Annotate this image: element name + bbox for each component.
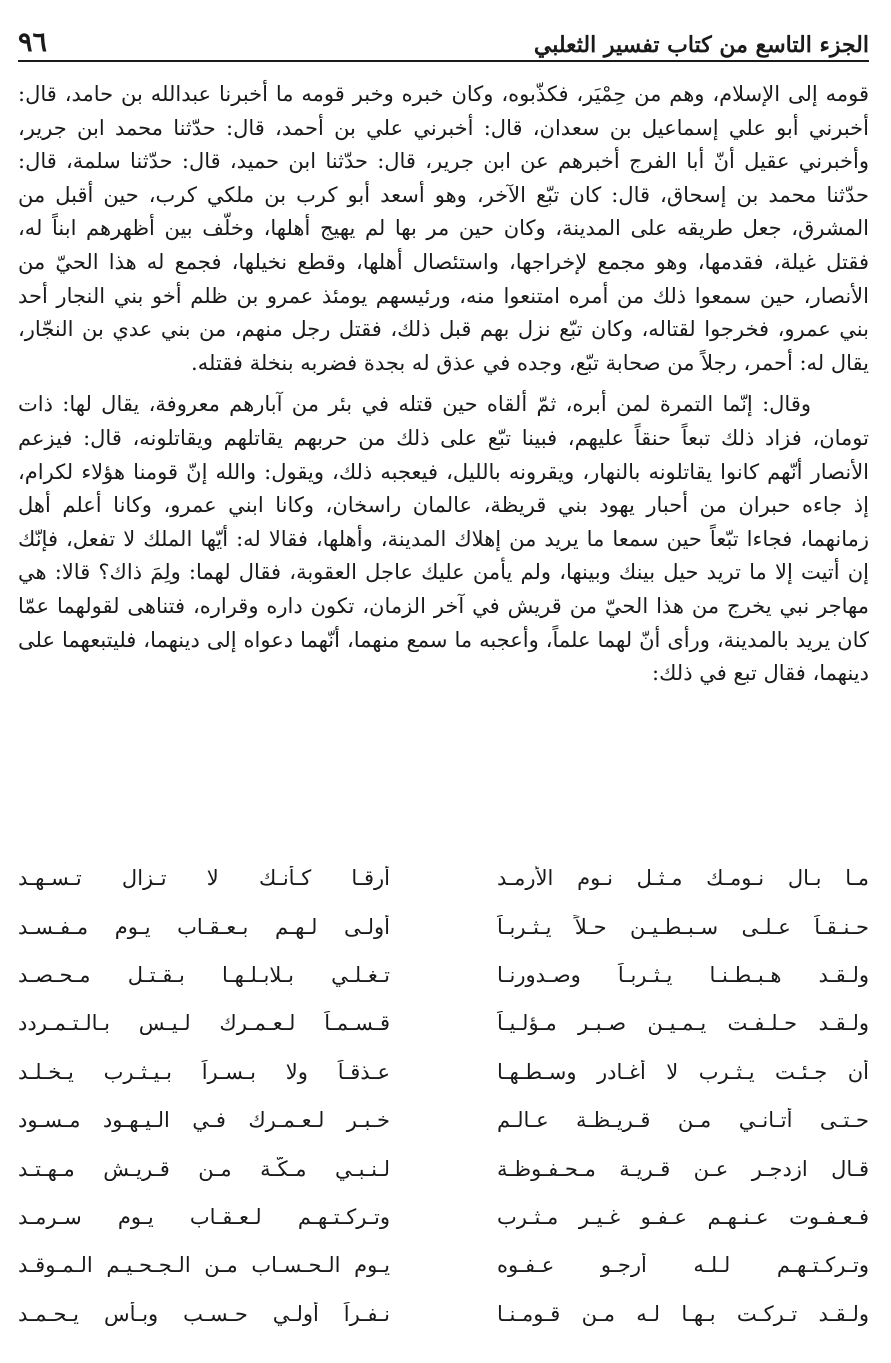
verse-second-hemistich: قـسـمـاً لـعـمـرك لـيـس بـالـتـمـردد [18,1011,390,1036]
text-line: الملك لا تفعل، فإنّك إن أتيت إلا ما تريد حيل بينك وبينها، ولم يأمن عليك عاجل العقوبة، [18,526,870,585]
paragraph-2 [18,388,869,690]
verse [18,1290,869,1338]
text-line: وجده في عذق له بجدة فضربه بنخلة فقتله. [191,350,563,375]
text-line: ورئيسهم يومئذ عمرو بن ظلم أخو بني النجار أحد بني عمرو، فخرجوا لقتاله، وكان تبّع نزل بهم [18,283,869,342]
text-line: أعلم أهل زمانهما، فجاءا تبّعاً حين سمعا ما يريد من إهلاك المدينة، وأهلها، فقالا له: أيّها [18,493,869,551]
poem [18,854,869,1338]
text-line: لكرام، إذ جاءه حبران من أحبار يهود بني قريظة، عالمان راسخان، وكانا ابني عمرو، وكانا [18,459,869,518]
text-line: تومان، فزاد ذلك تبعاً حنقاً عليهم، فبينا تبّع على ذلك من حربهم يقاتلهم ويقاتلونه، قال: فيزعم [18,425,869,450]
verse-first-hemistich: أن جـئـت يـثـرب لا أغـادر وسـطـهـا [497,1059,869,1084]
verse [18,1144,869,1192]
verse-first-hemistich: مـا بـال نـومـك مـثـل نـوم الأرمـد [497,866,869,891]
verse-first-hemistich: ولـقـد تـركـت بـهـا لـه مـن قـومـنـا [497,1301,869,1326]
verse-first-hemistich: ولـقـد هـبـطـنـا يـثـربـاً وصـدورنـا [497,962,869,987]
verse-second-hemistich: لـنـبـي مـكّـة مـن قـريـش مـهـتـد [18,1156,390,1181]
verse-first-hemistich: حـتـى أتـانـي مـن قـريـظـة عـالـم [497,1108,869,1133]
verse-second-hemistich: نـفـراً أُولـي حـسـب وبـأس يـحـمـد [18,1301,390,1326]
verse-second-hemistich: أولـى لـهـم بـعـقـاب يـوم مـفـسـد [18,914,390,939]
body-text [18,78,869,691]
text-line: حدّثنا سلمة، قال: حدّثنا محمد بن إسحاق، قال: كان تبّع الآخر، وهو أسعد أبو كرب بن [18,149,869,207]
verse [18,951,869,999]
text-line: وقال: إنّما التمرة لمن أبره، ثمّ ألقاه حين قتله في بئر من آبارهم معروفة، يقال لها: ذات [18,392,811,417]
page-header [18,22,869,62]
verse-second-hemistich: عـذقـاً ولا بـسـراً بـيـثـرب يـخـلـد [18,1059,390,1084]
verse-second-hemistich: يـوم الـحـسـاب مـن الـجـحـيـم الـمـوقـد [18,1253,390,1278]
text-line: قال: أخبرني أبو علي إسماعيل بن سعدان، قال: أخبرني علي بن أحمد، قال: حدّثنا محمد [18,82,869,140]
verse [18,1048,869,1096]
verse-first-hemistich: وتـركـتـهـم لـلـه أرجـو عـفـوه [497,1253,869,1278]
verse-first-hemistich: قـال ازدجـر عـن قـريـة مـحـفـوظـة [497,1156,869,1181]
text-line: فقال لهما: ولِمَ ذاك؟ قالا: هي مهاجر نبي يخرج من هذا الحيّ من قريش في آخر الزمان، [18,560,869,618]
verse-first-hemistich: حـنـقـاً عـلـى سـبـطـيـن حـلاً يـثـربـاً [497,914,869,939]
text-line: منهما، أنّهما دعواه إلى دينهما، فليتبعهما على دينهما، فقال تبع في ذلك: [18,627,869,686]
text-line: أهلها، وخلّف بين أظهرهم ابناً له، فقتل غيلة، فقدمها، وهو مجمع لإخراجها، واستئصال [18,216,869,274]
verse-second-hemistich: وتـركـتـهـم لـعـقـاب يـوم سـرمـد [18,1204,390,1229]
verse-first-hemistich: ولـقـد حـلـفـت يـمـيـن صـبـر مـؤلـيـاً [497,1011,869,1036]
text-line: تكون داره وقراره، فتناهى لقولهما عمّا كان يريد بالمدينة، ورأى أنّ لهما علماً، وأعجبه ما سمع [18,593,869,652]
paragraph-gap [18,380,869,388]
verse [18,902,869,950]
verse-second-hemistich: خـبـر لـعـمـرك فـي الـيـهـود مـسـود [18,1108,390,1133]
verse [18,1241,869,1289]
text-line: قبل ذلك، فقتل رجل منهم، من بني عدي بن النجّار، يقال له: أحمر، رجلاً من صحابة تبّع، [18,317,869,375]
text-line: الأنصار أنّهم كانوا يقاتلونه بالنهار، ويقرونه بالليل، فيعجبه ذلك، ويقول: والله إنّ قومنا هؤلاء [81,459,870,484]
verse [18,1096,869,1144]
running-title: الجزء التاسع من كتاب تفسير الثعلبي [533,32,869,58]
text-line: ملكي كرب، حين أقبل من المشرق، جعل طريقه على المدينة، وكان حين مر بها لم يهيج [18,182,869,241]
text-line: قومه إلى الإسلام، وهم من حِمْيَر، فكذّبوه، وكان خبره وخبر قومه ما أخبرنا عبدالله بن حامد، [64,82,869,106]
text-line: أهلها، وقطع نخيلها، فجمع له هذا الحيّ من الأنصار، حين سمعوا ذلك من أمره امتنعوا منه، [18,249,869,308]
verse-second-hemistich: أرقـا كـأنـك لا تـزال تـسـهـد [18,866,390,891]
verse [18,1193,869,1241]
paragraph-1 [18,78,869,380]
verse [18,999,869,1047]
verse-second-hemistich: تـغـلـي بـلابـلـهـا بـقـتـل مـحـصـد [18,962,390,987]
verse [18,854,869,902]
text-line: ابن جرير، وأخبرني عقيل أنّ أبا الفرج أخبرهم عن ابن جرير، قال: حدّثنا ابن حميد، قال: [18,115,869,174]
verse-first-hemistich: فـعـفـوت عـنـهـم عـفـو غـيـر مـثـرب [497,1204,869,1229]
page-number: ٩٦ [18,27,48,58]
